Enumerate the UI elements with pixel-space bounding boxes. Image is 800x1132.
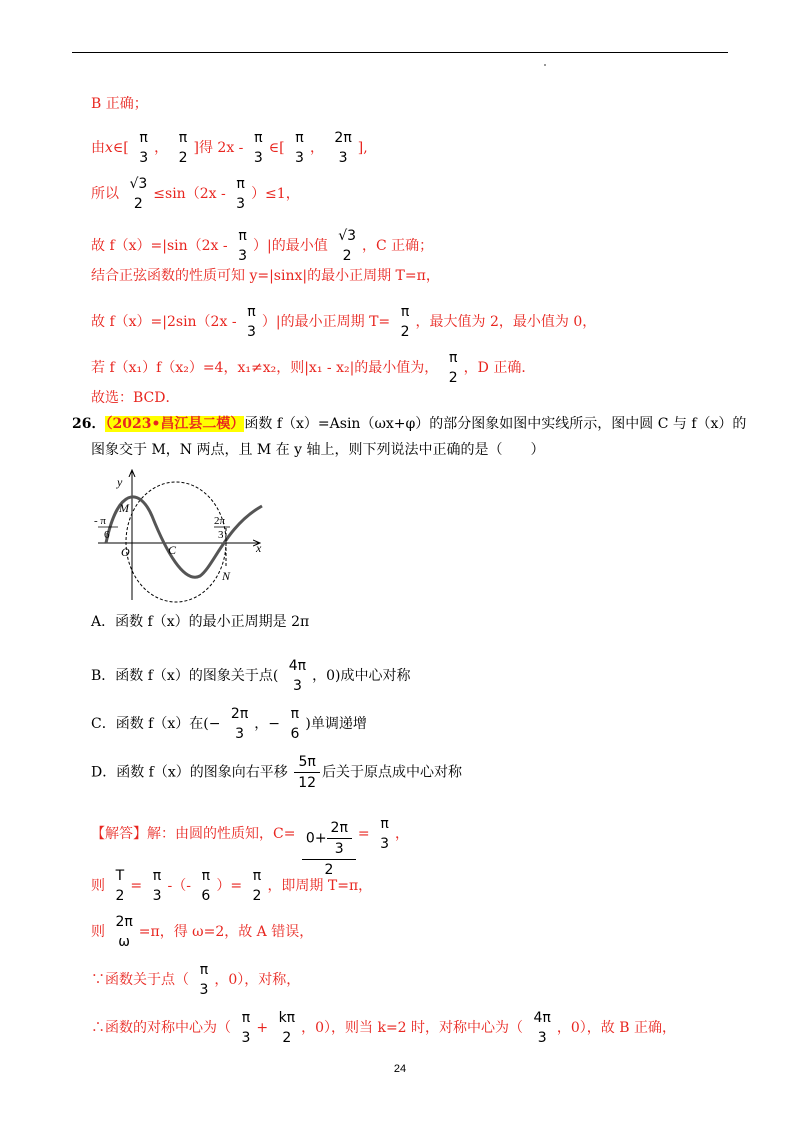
s2-pi2: π 2: [252, 868, 262, 904]
frac-pi3-c: π 3: [295, 130, 304, 166]
range-x: x: [105, 140, 113, 156]
s2-close: ）=: [216, 878, 243, 894]
choice-line: [91, 388, 179, 408]
right-tick-den: 3: [218, 529, 224, 541]
range-line: 由x∈[ π 3 ， π 2 ]得 2x - π 3 ∈[ π 3 ， 2π 3 ],: [91, 130, 368, 166]
s5-f2: kπ 2: [278, 1010, 296, 1046]
min-mid: ）|的最小值: [253, 238, 328, 254]
s2-minus: -（-: [167, 878, 191, 894]
b-correct-line: [91, 94, 148, 114]
page-number: 24: [393, 1063, 407, 1075]
choice-text: 故选：BCD．: [91, 390, 180, 406]
s2-prefix: 则: [91, 878, 105, 894]
stem-1-text: 函数 f（x）=Asin（ωx+φ）的部分图象如图中实线所示，图中圆 C 与 f（x）的: [244, 416, 747, 432]
s2-end: ，即周期 T=π，: [267, 878, 373, 894]
s4-end: ，0），对称，: [214, 972, 301, 988]
s3-frac: 2π ω: [115, 914, 133, 950]
so-line: [91, 176, 300, 212]
sine-circle-figure: [88, 466, 278, 606]
frac-pi2-b: π 2: [400, 304, 410, 340]
range-comma: ，: [309, 140, 324, 156]
option-b-end: 成中心对称: [340, 668, 411, 684]
option-b: [91, 658, 410, 694]
period-text: 结合正弦函数的性质可知 y=|sinx|的最小正周期 T=π，: [91, 268, 440, 284]
frac-pi2: π 2: [178, 130, 188, 166]
m-label: M: [119, 501, 129, 515]
n-label: N: [222, 569, 231, 583]
s5-f3: 4π 3: [533, 1010, 551, 1046]
header-dot: [544, 64, 546, 66]
so-prefix: 所以: [91, 186, 119, 202]
option-a: [91, 612, 309, 632]
range-prefix: 由: [91, 140, 105, 156]
f2-mid: ）|的最小正周期 T=: [261, 314, 391, 330]
solution-line-4: [91, 962, 300, 998]
d-prefix: 若 f（x₁）f（x₂）=4，x₁≠x₂，则|x₁ - x₂|的最小值为，: [91, 360, 439, 376]
s4-prefix: ∵函数关于点（: [91, 972, 189, 988]
so-sin: sin（2x -: [165, 186, 226, 202]
problem-stem-1: [72, 414, 746, 434]
s5-mid: ，0），则当 k=2 时，对称中心为（: [301, 1020, 524, 1036]
s5-prefix: ∴函数的对称中心为（: [91, 1020, 231, 1036]
option-c-frac1: 2π 3: [230, 706, 249, 742]
f2-line: [91, 304, 596, 340]
s1-eq: =: [357, 826, 370, 842]
option-b-close: ，0): [312, 668, 341, 684]
s2-pi6: π 6: [201, 868, 211, 904]
option-c-frac2: π 6: [290, 706, 300, 742]
s2-t2: T 2: [115, 868, 125, 904]
frac-pi3-b: π 3: [253, 130, 263, 166]
frac-pi3-f: π 3: [247, 304, 256, 340]
s5-end: ，0），故 B 正确，: [556, 1020, 676, 1036]
s1-res: π 3: [380, 816, 389, 852]
problem-stem-2: [91, 440, 545, 460]
s2-eq: =: [130, 878, 143, 894]
problem-number: 26．: [72, 416, 106, 432]
s3-end: =π，得 ω=2，故 A 错误，: [138, 924, 314, 940]
solution-line-2: [91, 868, 372, 904]
frac-sqrt3-2: √3 2: [129, 176, 148, 212]
option-c-prefix: C．函数 f（x）在: [91, 716, 204, 732]
so-end: ）≤1，: [251, 186, 300, 202]
s2-pi3: π 3: [152, 868, 162, 904]
range-end: ],: [357, 140, 368, 156]
option-c-open: (−: [203, 716, 221, 732]
problem-source: （2023•昌江县二模）: [105, 416, 245, 432]
left-tick-den: 6: [104, 529, 110, 541]
option-b-open: (: [272, 668, 279, 684]
frac-pi3-e: π 3: [238, 228, 248, 264]
sine-curve: [106, 497, 262, 577]
c-label: C: [168, 543, 177, 557]
min-prefix: 故 f（x）=|sin（2x -: [91, 238, 228, 254]
option-c: [91, 706, 367, 742]
left-tick-num: - π: [94, 515, 106, 527]
period-line: [91, 266, 440, 286]
frac-pi3-d: π 3: [236, 176, 246, 212]
option-b-frac: 4π 3: [288, 658, 307, 694]
min-line: [91, 228, 433, 264]
solution-line-3: [91, 914, 313, 950]
option-c-close: ): [305, 716, 311, 732]
x-label: x: [256, 541, 262, 555]
option-d-end: 后关于原点成中心对称: [322, 764, 463, 781]
min-end: ，C 正确；: [362, 238, 434, 254]
d-line: [91, 350, 535, 386]
option-d: [91, 754, 462, 791]
range-expr: 2x -: [217, 140, 244, 156]
solution-line-5: [91, 1010, 676, 1046]
s4-frac: π 3: [199, 962, 209, 998]
s1-prefix: 解：由圆的性质知，C=: [147, 826, 296, 842]
frac-pi3: π 3: [139, 130, 149, 166]
f2-end: ，最大值为 2，最小值为 0，: [415, 314, 597, 330]
header-rule: [72, 52, 728, 53]
option-d-frac: $\frac{5\pi}{12}$: [294, 754, 320, 791]
frac-sqrt3-2-b: √3 2: [338, 228, 357, 264]
so-le: ≤: [153, 186, 166, 202]
b-correct-text: B 正确；: [91, 96, 148, 112]
y-label: y: [117, 475, 123, 489]
option-b-prefix: B．函数 f（x）的图象关于点: [91, 668, 273, 684]
s5-f1: π 3: [241, 1010, 251, 1046]
frac-pi2-c: π 2: [448, 350, 458, 386]
option-c-end: 单调递增: [310, 716, 367, 732]
option-d-prefix: D．函数 f（x）的图象向右平移: [91, 764, 288, 781]
f2-prefix: 故 f（x）=|2sin（2x -: [91, 314, 237, 330]
s1-big-frac: 0+ $\frac{2\pi}{3}$ 2: [302, 820, 356, 878]
frac-2pi3: 2π 3: [334, 130, 352, 166]
option-a-text: A．函数 f（x）的最小正周期是 2π: [91, 614, 310, 630]
range-mid: ]得: [193, 140, 213, 156]
right-tick-num: 2π: [214, 515, 226, 527]
s5-plus: +: [256, 1020, 269, 1036]
range-in: ∈[: [112, 140, 129, 156]
stem-2-text: 图象交于 M，N 两点，且 M 在 y 轴上，则下列说法中正确的是（ ）: [91, 442, 545, 458]
s3-prefix: 则: [91, 924, 105, 940]
d-end: ，D 正确．: [463, 360, 536, 376]
option-c-sep: ，−: [254, 716, 280, 732]
s1-end: ，: [395, 826, 409, 842]
origin-label: O: [121, 545, 130, 559]
solution-label: 【解答】: [91, 826, 147, 842]
